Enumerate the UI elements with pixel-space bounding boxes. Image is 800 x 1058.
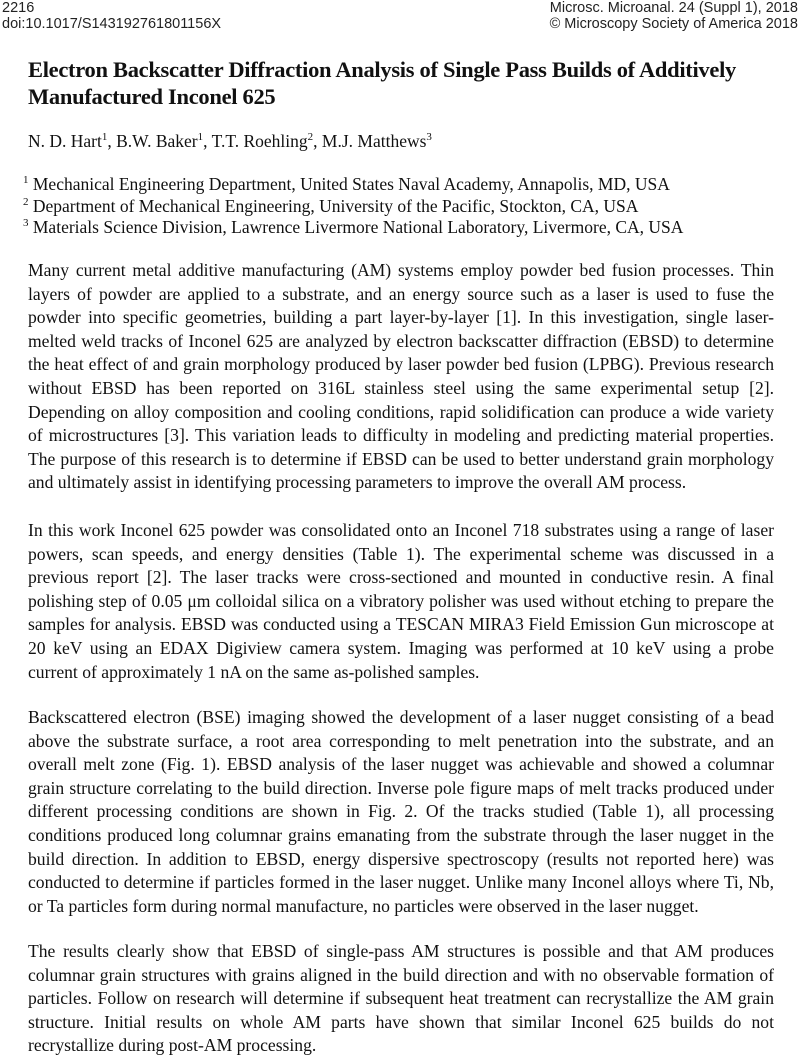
journal-citation: Microsc. Microanal. 24 (Suppl 1), 2018 bbox=[549, 0, 798, 16]
author: M.J. Matthews$^3$ bbox=[321, 131, 432, 151]
affiliation: $^3$ Materials Science Division, Lawrence Livermore National Laboratory, Livermore, CA, USA bbox=[23, 217, 684, 237]
body-paragraph-conclusion: The results clearly show that EBSD of single-pass AM structures is possible and that AM produces columnar grain structures with grains aligned in the build direction and with no observable formation of particles. Follow on research will determine if subsequent heat treatment can recrystallize the AM grain structure. Initial results on whole AM parts have shown that similar Inconel 625 builds do not recrystallize during post-AM processing. bbox=[28, 941, 774, 1056]
header-right bbox=[550, 0, 798, 32]
body-paragraph-introduction: Many current metal additive manufacturing (AM) systems employ powder bed fusion processes. Thin layers of powder are applied to a substrate, and an energy source such as a laser is used to fuse the powder into specific geometries, building a part layer-by-layer [1]. In this investigation, single laser-melted weld tracks of Inconel 625 are analyzed by electron backscatter diffraction (EBSD) to determine the heat effect of and grain morphology produced by laser powder bed fusion (LPBG). Previous research without EBSD has been reported on 316L stainless steel using the same experimental setup [2]. Depending on alloy composition and cooling conditions, rapid solidification can produce a wide variety of microstructures [3]. This variation leads to difficulty in modeling and predicting material properties. The purpose of this research is to determine if EBSD can be used to better understand grain morphology and ultimately assist in identifying processing parameters to improve the overall AM process. bbox=[28, 260, 774, 493]
author: T.T. Roehling$^2$ bbox=[211, 131, 314, 151]
body-paragraph-methods: In this work Inconel 625 powder was consolidated onto an Inconel 718 substrates using a range of laser powers, scan speeds, and energy densities (Table 1). The experimental scheme was discussed in a previous report [2]. The laser tracks were cross-sectioned and mounted in conductive resin. A final polishing step of 0.05 μm colloidal silica on a vibratory polisher was used without etching to prepare the samples for analysis. EBSD was conducted using a TESCAN MIRA3 Field Emission Gun microscope at 20 keV using an EDAX Digiview camera system. Imaging was performed at 10 keV using a probe current of approximately 1 nA on the same as-polished samples. bbox=[28, 520, 774, 682]
affiliation-list bbox=[23, 174, 683, 239]
page-number: 2216 bbox=[2, 0, 35, 16]
author: N. D. Hart$^1$ bbox=[28, 131, 108, 151]
article-title: Electron Backscatter Diffraction Analysis of Single Pass Builds of Additively Manufactured Inconel 625 bbox=[28, 57, 736, 109]
copyright: © Microscopy Society of America 2018 bbox=[549, 16, 798, 32]
body-paragraph-results: Backscattered electron (BSE) imaging showed the development of a laser nugget consisting of a bead above the substrate surface, a root area corresponding to melt penetration into the substrate, and an overall melt zone (Fig. 1). EBSD analysis of the laser nugget was achievable and showed a columnar grain structure correlating to the build direction. Inverse pole figure maps of melt tracks produced under different processing conditions are shown in Fig. 2. Of the tracks studied (Table 1), all processing conditions produced long columnar grains emanating from the substrate through the laser nugget in the build direction. In addition to EBSD, energy dispersive spectroscopy (results not reported here) was conducted to determine if particles formed in the laser nugget. Unlike many Inconel alloys where Ti, Nb, or Ta particles form during normal manufacture, no particles were observed in the laser nugget. bbox=[28, 707, 774, 916]
affiliation: $^2$ Department of Mechanical Engineering, University of the Pacific, Stockton, CA, USA bbox=[23, 195, 639, 216]
doi: doi:10.1017/S143192761801156X bbox=[2, 16, 222, 32]
header-left bbox=[2, 0, 221, 32]
author: B.W. Baker$^1$ bbox=[116, 131, 204, 151]
author-list: N. D. Hart$^1$, B.W. Baker$^1$, T.T. Roehling$^2$, M.J. Matthews$^3$ bbox=[28, 131, 432, 151]
affiliation: $^1$ Mechanical Engineering Department, United States Naval Academy, Annapolis, MD, USA bbox=[23, 174, 670, 194]
